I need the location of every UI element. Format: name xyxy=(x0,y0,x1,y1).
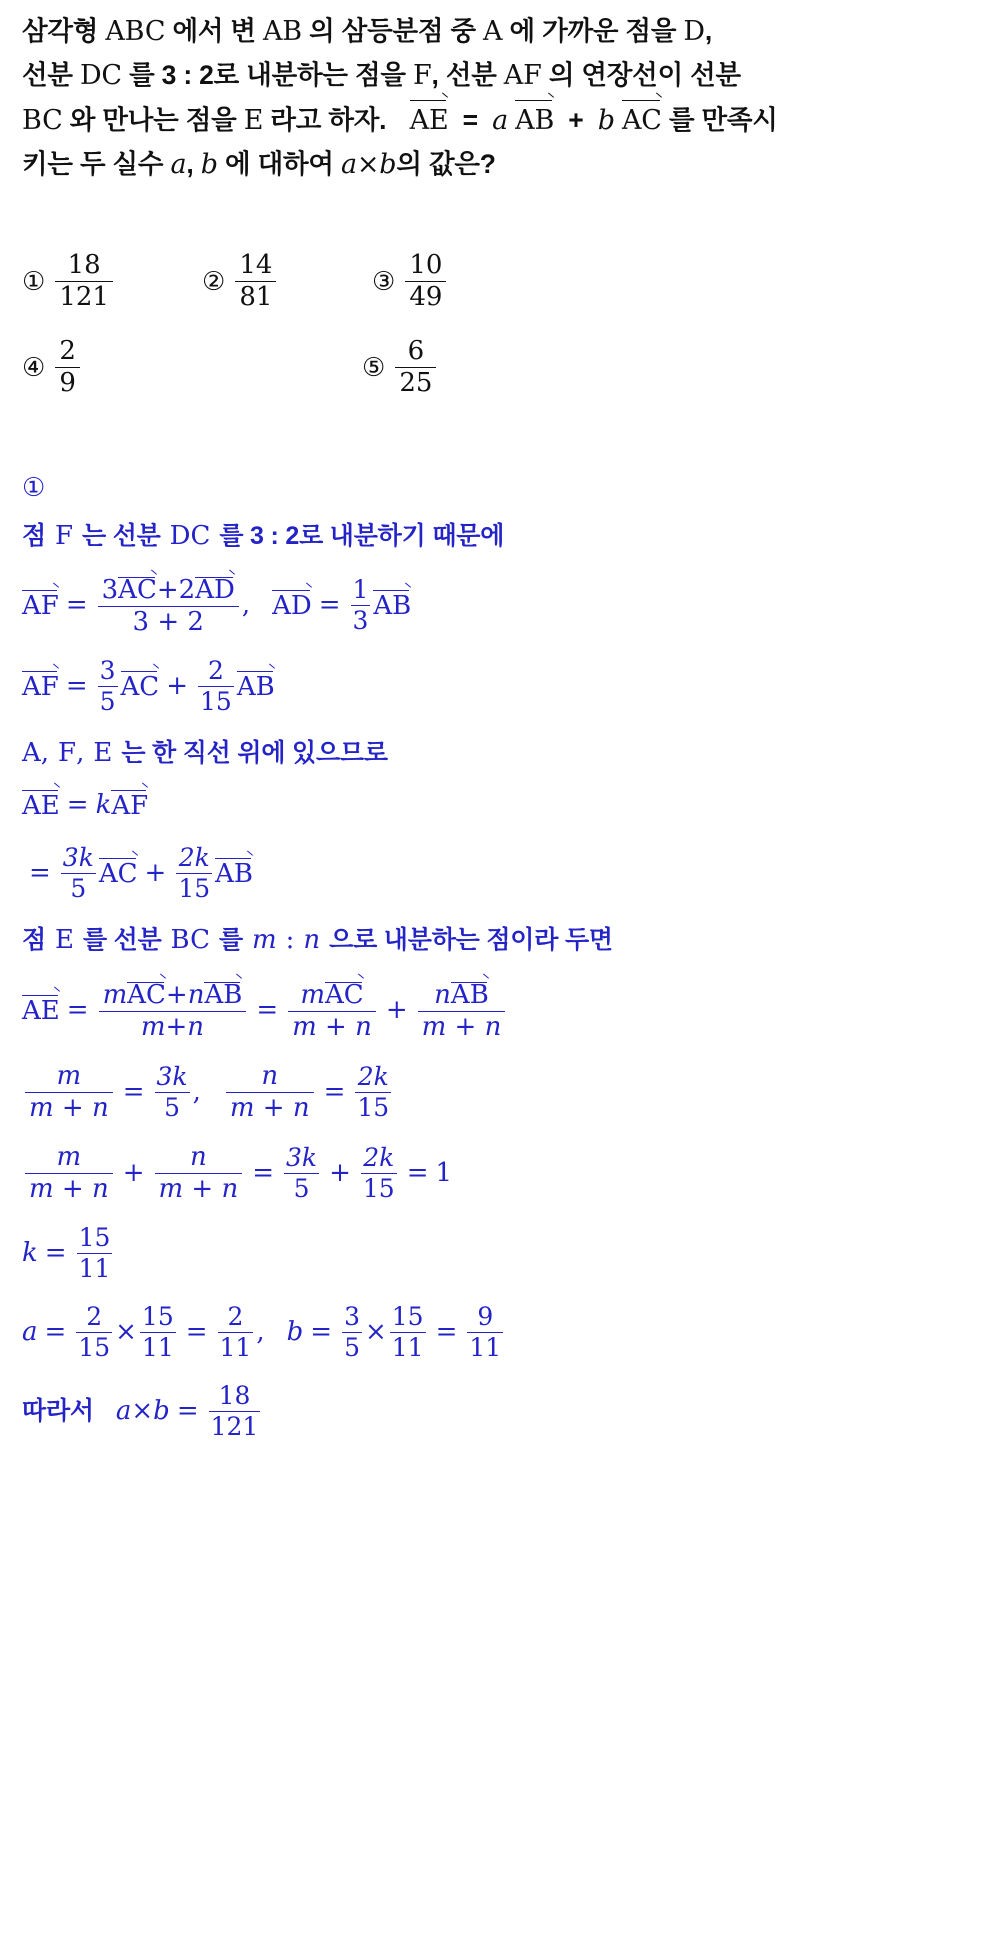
choice-4[interactable] xyxy=(22,337,362,398)
vector-ac: AC xyxy=(622,97,662,143)
coefficient-b: b xyxy=(597,105,615,137)
vector-ab-4: AB xyxy=(215,855,253,892)
vector-ae-3: AE xyxy=(22,992,60,1029)
question-line-2: 선분 DC 를 3 : 2로 내분하는 점을 F, 선분 AF 의 연장선이 선분 xyxy=(22,59,741,91)
solution-line-5: AE = k AF xyxy=(22,787,971,824)
final-answer-value: $\frac{18}{121}$ xyxy=(210,1381,259,1442)
coefficient-a: a xyxy=(492,105,508,137)
solution-line-13: 따라서 a × b = $\frac{18}{121}$ xyxy=(22,1381,259,1442)
answer-marker: ① xyxy=(22,472,46,503)
point-f-label: F xyxy=(412,59,432,91)
vector-af: AF xyxy=(22,587,59,624)
vector-ac-4: AC xyxy=(127,979,166,1010)
question-text xyxy=(22,10,971,187)
times-icon-3: × xyxy=(131,1396,154,1427)
segment-af-label: AF xyxy=(503,59,542,91)
solution-line-2: AF = 3 AC+2 AD 3 + 2 , AD = $\frac{1}{3}$ AB xyxy=(22,575,412,638)
af-fraction: 3 AC+2 AD 3 + 2 xyxy=(98,574,239,637)
point-a-label: A xyxy=(483,16,503,47)
triangle-abc-label: ABC xyxy=(105,16,166,47)
solution-line-10: $\frac{m}{m + n}$ + $\frac{n}{m + n}$ = $\frac{3k}{5}$ + $\frac{2k}{15}$ = 1 xyxy=(22,1143,971,1204)
choice-5-marker: ⑤ xyxy=(362,352,386,383)
times-icon: × xyxy=(356,149,380,181)
solution-line-12: a = $\frac{2}{15}$ × $\frac{15}{11}$ = $\frac{2}{11}$ , b = $\frac{3}{5}$ × $\frac{15}{11}$ = $\frac{9}{11}$ xyxy=(22,1302,502,1363)
vector-af-2: AF xyxy=(22,668,59,705)
solution-line-11: k = $\frac{15}{11}$ xyxy=(22,1223,111,1284)
choices-row-2 xyxy=(22,325,971,411)
choice-2[interactable] xyxy=(202,251,372,312)
vector-ab-5: AB xyxy=(204,979,243,1010)
solution-line-4: A , F , E 는 한 직선 위에 있으므로 xyxy=(22,738,388,769)
vector-ab: AB xyxy=(515,97,554,143)
solution-body xyxy=(22,519,971,1441)
choices-row-1 xyxy=(22,239,971,325)
question-line-1: 삼각형 ABC 에서 변 AB 의 삼등분점 중 A 에 가까운 점을 D, xyxy=(22,16,713,47)
vector-ad: AD xyxy=(195,575,235,606)
solution-line-8: AE = m AC+n AB m+n = m AC m + n + n AB m + n xyxy=(22,979,971,1042)
choice-4-marker: ④ xyxy=(22,352,46,383)
choice-3-value: $\frac{10}{49}$ xyxy=(405,251,446,312)
one-third-fraction: $\frac{1}{3}$ xyxy=(352,575,369,636)
vector-ab-2: AB xyxy=(373,587,411,624)
vector-ae-2: AE xyxy=(22,787,60,824)
solution-line-6: = $\frac{3k}{5}$ AC + $\frac{2k}{15}$ AB xyxy=(29,843,254,904)
choice-1-marker: ① xyxy=(22,266,46,297)
choice-1[interactable] xyxy=(22,251,202,312)
vector-ae: AE xyxy=(410,97,449,143)
times-icon-1: × xyxy=(115,1317,137,1348)
vector-ab-6: AB xyxy=(450,979,489,1010)
choice-2-marker: ② xyxy=(202,266,226,297)
solution-line-1: 점 F 는 선분 DC 를 3 : 2로 내분하기 때문에 xyxy=(22,520,505,551)
vector-ab-3: AB xyxy=(237,668,275,705)
solution-line-3: AF = $\frac{3}{5}$ AC + $\frac{2}{15}$ AB xyxy=(22,656,275,717)
choice-3[interactable] xyxy=(372,251,449,312)
vector-ac-2: AC xyxy=(121,668,160,705)
choice-2-value: $\frac{14}{81}$ xyxy=(235,251,276,312)
times-icon-2: × xyxy=(364,1317,387,1348)
solution-line-9: $\frac{m}{m + n}$ = $\frac{3k}{5}$ , $\frac{n}{m + n}$ = $\frac{2k}{15}$ xyxy=(22,1062,971,1123)
segment-bc-label: BC xyxy=(22,105,63,137)
solution-line-7: 점 E 를 선분 BC 를 m : n 으로 내분하는 점이라 두면 xyxy=(22,925,613,956)
point-e-label: E xyxy=(243,105,264,137)
point-d-label: D xyxy=(683,16,705,47)
vector-ac-3: AC xyxy=(99,855,138,892)
choice-1-value: $\frac{18}{121}$ xyxy=(55,251,113,312)
vector-ac-5: AC xyxy=(324,979,364,1010)
vector-af-3: AF xyxy=(111,787,148,824)
choice-5-value: $\frac{6}{25}$ xyxy=(395,337,436,398)
choices-list xyxy=(22,239,971,411)
choice-4-value: $\frac{2}{9}$ xyxy=(55,337,80,398)
question-line-3: BC 와 만나는 점을 E 라고 하자. AE = a AB + b AC 를 만족시 xyxy=(22,97,971,143)
vector-ad-2: AD xyxy=(272,587,312,624)
vector-ac: AC xyxy=(118,575,157,606)
choice-3-marker: ③ xyxy=(372,266,396,297)
choice-5[interactable] xyxy=(362,337,439,398)
segment-dc-label: DC xyxy=(79,59,122,91)
segment-ab-label: AB xyxy=(263,16,302,47)
question-line-4: 키는 두 실수 a, b 에 대하여 a×b의 값은? xyxy=(22,149,496,181)
